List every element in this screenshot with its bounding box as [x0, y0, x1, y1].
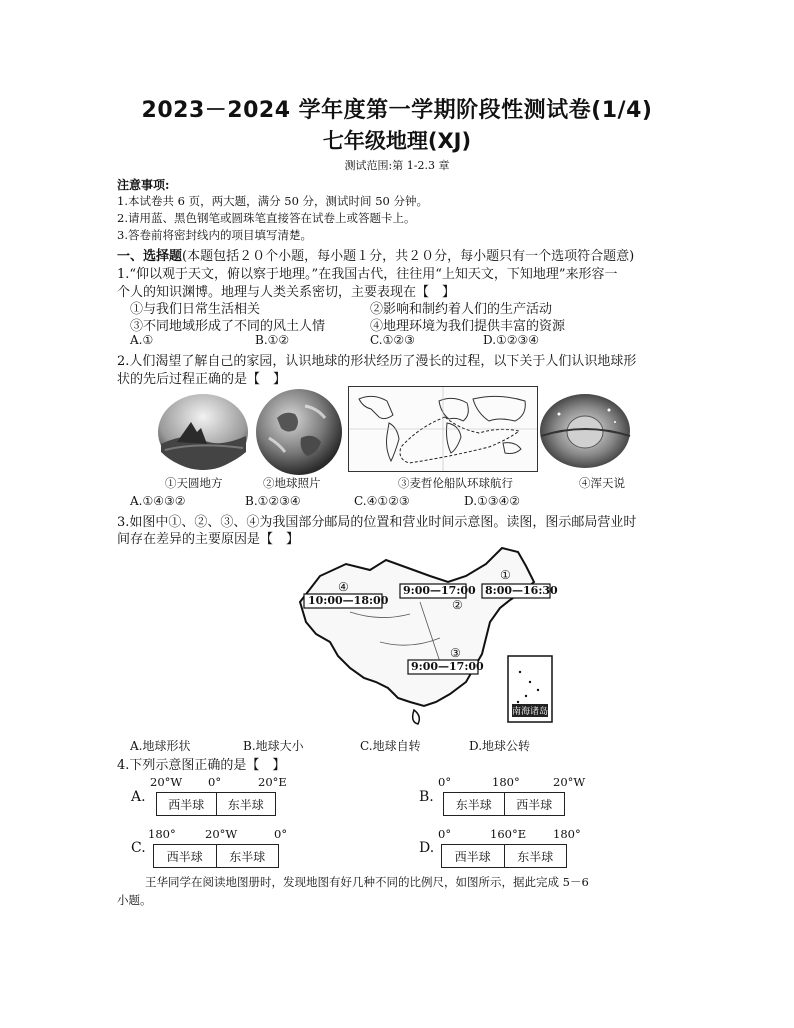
q4-option-c-letter: C.	[131, 840, 146, 856]
q4-option-b-lon-2: 180°	[492, 775, 520, 789]
q4-option-b-lon-3: 20°W	[553, 775, 586, 789]
exam-subtitle: 七年级地理(XJ)	[322, 129, 472, 153]
earth-photo-image	[255, 388, 343, 476]
q4-option-a-cell-1: 西半球	[168, 797, 205, 812]
post-office-1-hours: 8:00—16:30	[485, 584, 558, 597]
q4-option-d-lon-3: 180°	[553, 827, 581, 841]
note-item-1: 1.本试卷共 6 页，两大题，满分 50 分，测试时间 50 分钟。	[117, 194, 428, 208]
q2-caption-3: ③麦哲伦船队环球航行	[398, 476, 513, 490]
passage-line2: 小题。	[117, 893, 152, 907]
q4-option-c-cell-2: 东半球	[216, 845, 279, 867]
q4-option-a-lon-2: 0°	[208, 775, 222, 789]
q4-option-b-diagram	[443, 792, 565, 816]
q2-stem-line2: 状的先后过程正确的是【 】	[117, 372, 287, 387]
q4-option-b-letter: B.	[419, 789, 434, 805]
q2-option-d: D.①③④②	[464, 494, 521, 508]
q3-stem-line2: 间存在差异的主要原因是【 】	[117, 532, 300, 547]
q3-option-d: D.地球公转	[469, 739, 531, 753]
magellan-voyage-map-image	[348, 386, 538, 472]
q4-option-a-diagram	[156, 792, 276, 816]
q2-option-b: B.①②③④	[245, 494, 301, 508]
q4-option-d-diagram	[441, 844, 567, 868]
q4-option-a-cell-2: 东半球	[216, 793, 276, 815]
note-item-2: 2.请用蓝、黑色钢笔或圆珠笔直接答在试卷上或答题卡上。	[117, 211, 416, 225]
section-1-desc: (本题包括２０个小题，每小题１分，共２０分，每小题只有一个选项符合题意)	[182, 249, 635, 264]
exam-title: 2023－2024 学年度第一学期阶段性测试卷(1/4)	[141, 98, 653, 123]
q1-option-c: C.①②③	[370, 333, 415, 347]
q2-option-a: A.①④③②	[130, 494, 186, 508]
q4-option-d-cell-2: 东半球	[504, 845, 567, 867]
post-office-4-marker: ④	[338, 580, 349, 594]
test-scope: 测试范围:第 1-2.3 章	[344, 159, 450, 172]
q4-option-a-lon-3: 20°E	[258, 775, 287, 789]
q1-stem-line2: 个人的知识渊博。地理与人类关系密切，主要表现在【 】	[117, 285, 456, 300]
q4-option-c-lon-1: 180°	[148, 827, 176, 841]
q4-option-c-cell-1: 西半球	[166, 849, 203, 864]
south-china-sea-islands-label: 南海诸岛	[512, 704, 548, 717]
q2-caption-1: ①天圆地方	[165, 476, 223, 490]
q4-option-a-letter: A.	[131, 789, 146, 805]
post-office-2-hours: 9:00—17:00	[403, 584, 476, 597]
q3-option-b: B.地球大小	[243, 739, 304, 753]
q3-option-a: A.地球形状	[130, 739, 191, 753]
q4-option-b-lon-1: 0°	[438, 775, 452, 789]
q2-option-c: C.④①②③	[354, 494, 410, 508]
q2-caption-4: ④浑天说	[579, 476, 625, 490]
note-item-3: 3.答卷前将密封线内的项目填写清楚。	[117, 228, 312, 242]
china-post-office-map	[290, 542, 560, 734]
q4-option-d-lon-2: 160°E	[490, 827, 527, 841]
q4-option-d-cell-1: 西半球	[454, 849, 491, 864]
q1-statement-2: ②影响和制约着人们的生产活动	[370, 302, 553, 317]
q1-option-a: A.①	[130, 333, 154, 347]
q4-option-c-lon-2: 20°W	[205, 827, 238, 841]
q4-option-c-lon-3: 0°	[274, 827, 288, 841]
q4-option-d-lon-1: 0°	[438, 827, 452, 841]
q2-caption-2: ②地球照片	[263, 476, 321, 490]
q1-statement-3: ③不同地域形成了不同的风土人情	[130, 319, 326, 334]
notes-heading: 注意事项:	[117, 178, 170, 192]
post-office-1-marker: ①	[500, 568, 511, 582]
post-office-2-marker: ②	[452, 598, 463, 612]
q1-option-b: B.①②	[255, 333, 290, 347]
q1-option-d: D.①②③④	[483, 333, 540, 347]
q4-option-b-cell-1: 东半球	[455, 797, 492, 812]
post-office-4-hours: 10:00—18:00	[308, 594, 389, 607]
q4-option-a-lon-1: 20°W	[150, 775, 183, 789]
q1-statement-4: ④地理环境为我们提供丰富的资源	[370, 319, 566, 334]
q1-stem-line1: 1.“仰以观于天文，俯以察于地理。”在我国古代，往往用“上知天文，下知地理”来形容一	[117, 267, 618, 282]
heaven-round-earth-square-image	[157, 392, 250, 472]
passage-line1: 王华同学在阅读地图册时，发现地图有好几种不同的比例尺，如图所示，据此完成 5－6	[145, 875, 589, 889]
post-office-3-hours: 9:00—17:00	[411, 660, 484, 673]
q2-stem-line1: 2.人们渴望了解自己的家园，认识地球的形状经历了漫长的过程，以下关于人们认识地球形	[117, 354, 637, 369]
q4-stem: 4.下列示意图正确的是【 】	[117, 758, 286, 773]
q3-stem-line1: 3.如图中①、②、③、④为我国部分邮局的位置和营业时间示意图。读图，图示邮局营业时	[117, 515, 637, 530]
post-office-3-marker: ③	[450, 646, 461, 660]
q3-option-c: C.地球自转	[360, 739, 421, 753]
q4-option-b-cell-2: 西半球	[504, 793, 565, 815]
q1-statement-1: ①与我们日常生活相关	[130, 302, 261, 317]
q4-option-d-letter: D.	[419, 840, 435, 856]
section-1-heading: 一、选择题	[117, 249, 183, 264]
section-1-header	[117, 245, 634, 264]
huntian-theory-image	[539, 392, 632, 470]
q4-option-c-diagram	[153, 844, 279, 868]
